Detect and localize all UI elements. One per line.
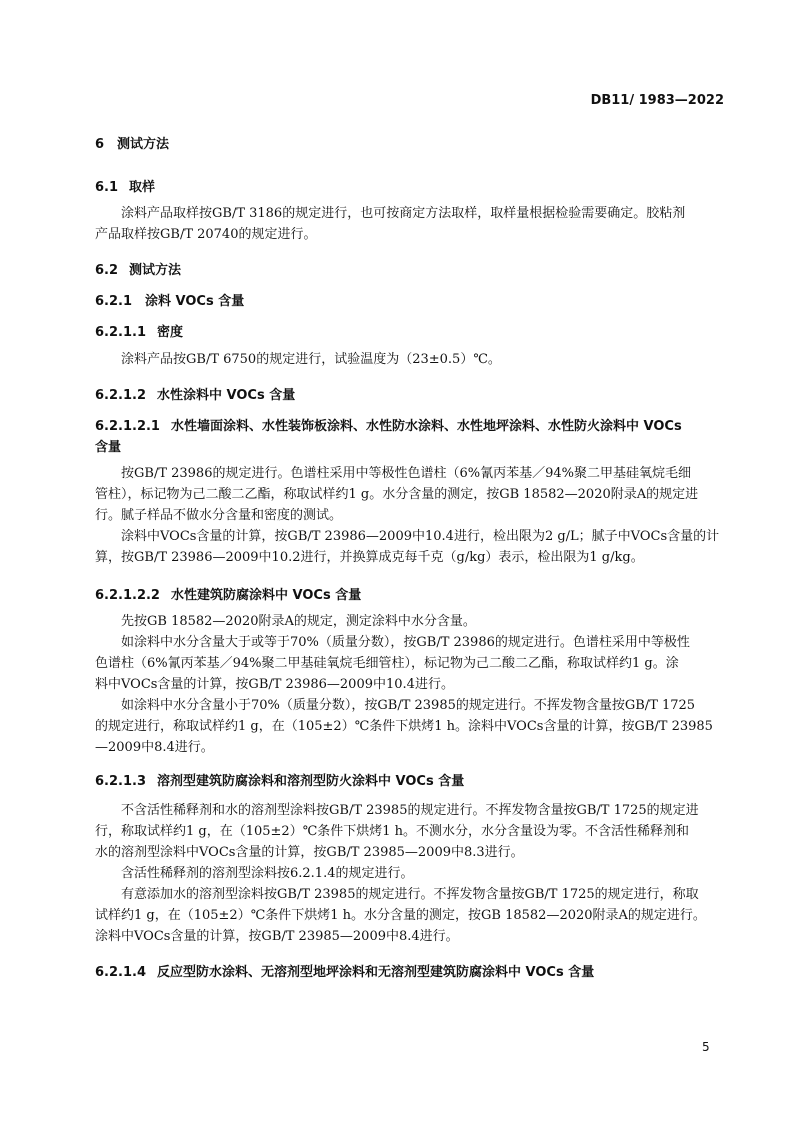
heading-6	[95, 133, 169, 152]
text-line: 如涂料中水分含量小于70%（质量分数），按GB/T 23985的规定进行。不挥发物含量按GB/T 1725	[121, 698, 696, 713]
heading-6-2-1-2	[95, 384, 295, 403]
heading-title: 测试方法	[117, 137, 170, 152]
heading-number: 6.2	[95, 263, 119, 278]
heading-number: 6.2.1.2.2	[95, 588, 160, 603]
paragraph-water-content	[95, 611, 725, 632]
heading-title: 取样	[129, 180, 156, 195]
text-line: 试样约1 g，在（105±2）℃条件下烘烤1 h。水分含量的测定，按GB 18582—2020附录A的规定进行。	[95, 908, 706, 923]
paragraph-water-low	[95, 695, 725, 758]
heading-6-2-1-3	[95, 770, 464, 789]
heading-number: 6.2.1.4	[95, 965, 146, 980]
paragraph-gb23986	[95, 463, 725, 526]
text-line: 含活性稀释剂的溶剂型涂料按6.2.1.4的规定进行。	[121, 866, 414, 881]
heading-number: 6.2.1.1	[95, 325, 146, 340]
paragraph-solvent-water	[95, 884, 725, 947]
heading-number: 6	[95, 137, 105, 152]
paragraph-solvent-no-diluent	[95, 800, 725, 863]
text-line: 先按GB 18582—2020附录A的规定，测定涂料中水分含量。	[121, 614, 476, 629]
heading-title: 水性建筑防腐涂料中 VOCs 含量	[171, 588, 362, 603]
text-line: 不含活性稀释剂和水的溶剂型涂料按GB/T 23985的规定进行。不挥发物含量按GB/T 1725的规定进	[121, 803, 699, 818]
heading-title: 溶剂型建筑防腐涂料和溶剂型防火涂料中 VOCs 含量	[157, 774, 465, 789]
text-line: 色谱柱（6%氰丙苯基／94%聚二甲基硅氧烷毛细管柱），标记物为己二酸二乙酯，称取试样约1 g。涂	[95, 656, 679, 671]
document-code: DB11/ 1983—2022	[590, 93, 724, 108]
heading-continuation: 含量	[95, 440, 122, 455]
paragraph-vocs-calc	[95, 526, 725, 568]
heading-title: 涂料 VOCs 含量	[145, 294, 245, 309]
text-line: 管柱），标记物为己二酸二乙酯，称取试样约1 g。水分含量的测定，按GB 18582—2020附录A的规定进	[95, 487, 699, 502]
text-line: 水的溶剂型涂料中VOCs含量的计算，按GB/T 23985—2009中8.3进行。	[95, 845, 524, 860]
heading-title: 反应型防水涂料、无溶剂型地坪涂料和无溶剂型建筑防腐涂料中 VOCs 含量	[157, 965, 595, 980]
heading-6-2-1	[95, 290, 244, 309]
heading-6-1	[95, 176, 155, 195]
text-line: 的规定进行，称取试样约1 g，在（105±2）℃条件下烘烤1 h。涂料中VOCs含量的计算，按GB/T 23985	[95, 719, 713, 734]
text-line: 涂料产品取样按GB/T 3186的规定进行，也可按商定方法取样，取样量根据检验需要确定。胶粘剂	[121, 206, 686, 221]
text-line: —2009中8.4进行。	[95, 740, 214, 755]
heading-6-2-1-4	[95, 961, 594, 980]
heading-title: 密度	[157, 325, 184, 340]
heading-title: 水性涂料中 VOCs 含量	[157, 388, 296, 403]
paragraph-water-high	[95, 632, 725, 695]
heading-title: 测试方法	[129, 263, 182, 278]
paragraph-sampling	[95, 203, 725, 245]
page-number: 5	[702, 1040, 710, 1054]
text-line: 如涂料中水分含量大于或等于70%（质量分数），按GB/T 23986的规定进行。色谱柱采用中等极性	[121, 635, 690, 650]
heading-6-2-1-2-1	[95, 415, 682, 434]
paragraph-solvent-diluent	[95, 863, 725, 884]
text-line: 按GB/T 23986的规定进行。色谱柱采用中等极性色谱柱（6%氰丙苯基／94%聚二甲基硅氧烷毛细	[121, 466, 691, 481]
text-line: 算，按GB/T 23986—2009中10.2进行，并换算成克每千克（g/kg）表示，检出限为1 g/kg。	[95, 550, 644, 565]
text-line: 有意添加水的溶剂型涂料按GB/T 23985的规定进行。不挥发物含量按GB/T 1725的规定进行，称取	[121, 887, 699, 902]
heading-number: 6.2.1	[95, 294, 133, 309]
text-line: 行。腻子样品不做水分含量和密度的测试。	[95, 508, 343, 523]
heading-number: 6.2.1.2.1	[95, 419, 160, 434]
heading-6-2-1-1	[95, 321, 183, 340]
heading-number: 6.2.1.3	[95, 774, 146, 789]
text-line: 涂料中VOCs含量的计算，按GB/T 23985—2009中8.4进行。	[95, 929, 459, 944]
heading-6-2-1-2-2	[95, 584, 361, 603]
heading-number: 6.2.1.2	[95, 388, 146, 403]
text-line: 涂料中VOCs含量的计算，按GB/T 23986—2009中10.4进行，检出限为2 g/L；腻子中VOCs含量的计	[121, 529, 720, 544]
text-line: 产品取样按GB/T 20740的规定进行。	[95, 227, 317, 242]
heading-number: 6.1	[95, 180, 119, 195]
text-line: 涂料产品按GB/T 6750的规定进行，试验温度为（23±0.5）℃。	[121, 352, 501, 367]
paragraph-density	[95, 349, 725, 370]
text-line: 行，称取试样约1 g，在（105±2）℃条件下烘烤1 h。不测水分，水分含量设为零。不含活性稀释剂和	[95, 824, 690, 839]
text-line: 料中VOCs含量的计算，按GB/T 23986—2009中10.4进行。	[95, 677, 454, 692]
heading-6-2	[95, 259, 181, 278]
heading-title: 水性墙面涂料、水性装饰板涂料、水性防水涂料、水性地坪涂料、水性防火涂料中 VOCs	[171, 419, 682, 434]
